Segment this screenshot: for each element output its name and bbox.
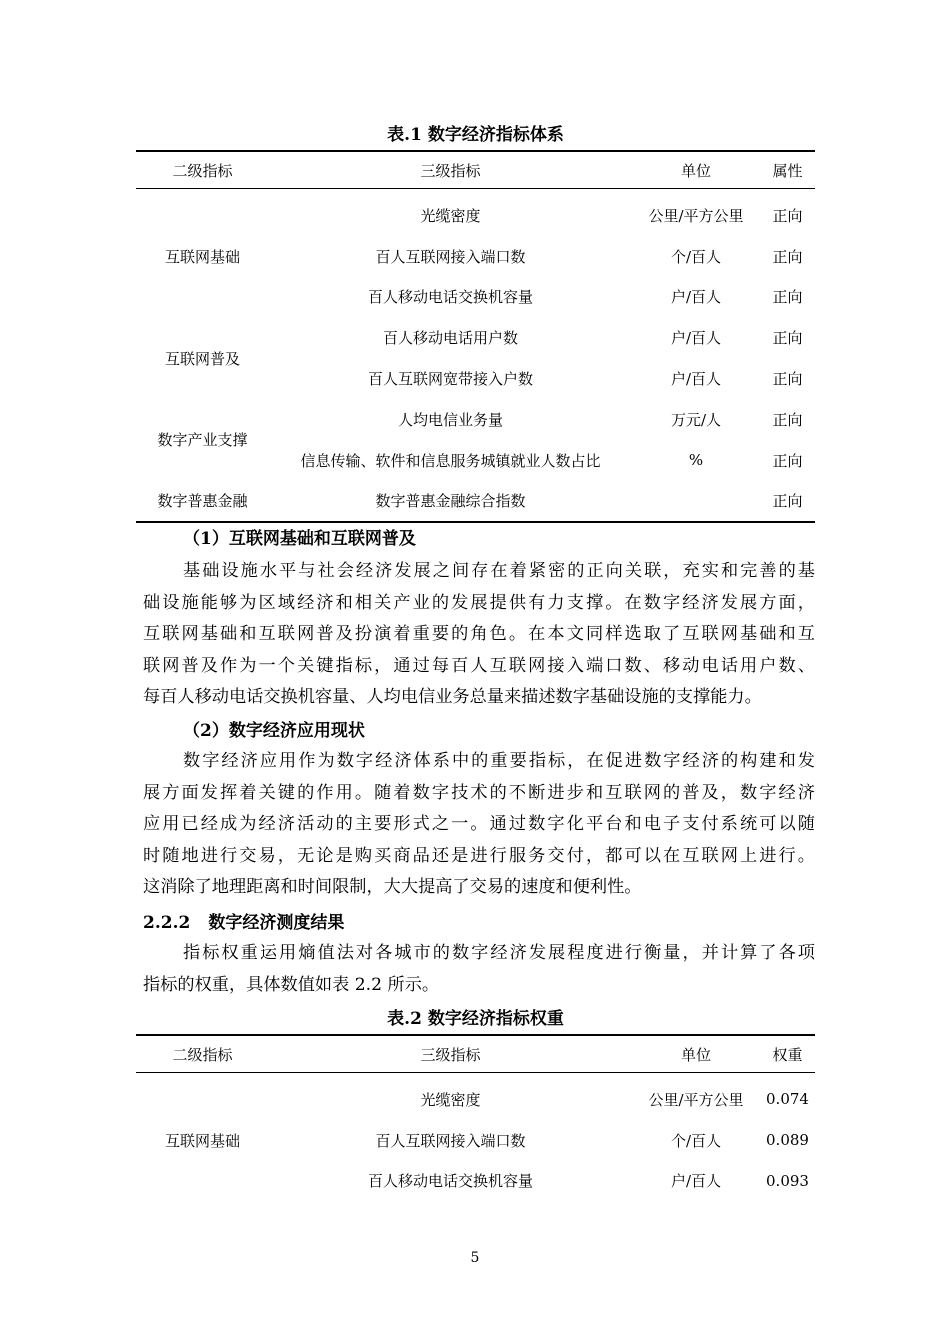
indicator-weight: 0.089	[766, 1131, 809, 1150]
indicator-attribute: 正向	[772, 247, 803, 266]
indicator-attribute: 正向	[772, 451, 803, 470]
paragraph-line: 时随地进行交易，无论是购买商品还是进行服务交付，都可以在互联网上进行。	[143, 845, 815, 866]
table1-header-row	[136, 151, 815, 189]
paragraph-line: 每百人移动电话交换机容量、人均电信业务总量来描述数字基础设施的支撑能力。	[143, 687, 762, 707]
table1-caption: 表.1 数字经济指标体系	[387, 125, 564, 145]
subsection-heading-application: （2）数字经济应用现状	[183, 721, 365, 741]
paragraph-line: 这消除了地理距离和时间限制，大大提高了交易的速度和便利性。	[143, 877, 642, 897]
table1	[136, 150, 815, 523]
indicator-name: 百人互联网接入端口数	[375, 1131, 526, 1150]
indicator-attribute: 正向	[772, 410, 803, 429]
table1-header-unit: 单位	[632, 151, 760, 189]
paragraph-line: 展方面发挥着关键的作用。随着数字技术的不断进步和互联网的普及，数字经济	[143, 782, 815, 803]
paragraph-section	[143, 938, 815, 1001]
table2-header-weight: 权重	[760, 1035, 815, 1073]
table1-header-level2: 二级指标	[136, 151, 269, 189]
indicator-unit: 公里/平方公里	[648, 206, 744, 225]
table-row	[136, 317, 815, 358]
section-heading	[143, 912, 344, 934]
table1-header-attribute: 属性	[760, 151, 815, 189]
indicator-attribute: 正向	[772, 206, 803, 225]
indicator-name: 光缆密度	[420, 206, 481, 225]
paragraph-line: 联网普及作为一个关键指标，通过每百人互联网接入端口数、移动电话用户数、	[143, 655, 815, 676]
indicator-unit: 户/百人	[670, 370, 722, 389]
paragraph-application	[143, 746, 815, 904]
indicator-unit: 个/百人	[670, 1131, 722, 1150]
table2-caption: 表.2 数字经济指标权重	[387, 1009, 564, 1029]
indicator-unit: %	[688, 451, 704, 470]
indicator-name: 百人移动电话交换机容量	[367, 1172, 533, 1191]
group-name: 数字产业支撑	[157, 431, 248, 450]
table2-header-level2: 二级指标	[136, 1035, 269, 1073]
indicator-unit: 万元/人	[670, 410, 722, 429]
group-name: 互联网基础	[164, 247, 240, 266]
paragraph-line: 指标的权重，具体数值如表 2.2 所示。	[143, 974, 440, 995]
paragraph-internet	[143, 556, 815, 714]
indicator-name: 百人互联网接入端口数	[375, 247, 526, 266]
table2	[136, 1034, 815, 1201]
page-number: 5	[470, 1250, 480, 1266]
indicator-name: 人均电信业务量	[397, 410, 503, 429]
group-name: 数字普惠金融	[136, 481, 269, 523]
paragraph-line: 基础设施水平与社会经济发展之间存在着紧密的正向关联，充实和完善的基	[183, 561, 815, 581]
indicator-attribute: 正向	[772, 288, 803, 307]
table2-header-row	[136, 1035, 815, 1073]
indicator-name: 百人移动电话交换机容量	[367, 288, 533, 307]
indicator-attribute: 正向	[760, 481, 815, 523]
indicator-weight: 0.093	[766, 1171, 809, 1190]
indicator-name: 信息传输、软件和信息服务城镇就业人数占比	[300, 451, 601, 470]
group-name: 互联网基础	[164, 1131, 240, 1150]
table-row	[136, 1073, 815, 1120]
table-row	[136, 189, 815, 236]
paragraph-line: 指标权重运用熵值法对各城市的数字经济发展程度进行衡量，并计算了各项	[183, 943, 815, 963]
indicator-unit: 户/百人	[670, 329, 722, 348]
subsection-heading-internet: （1）互联网基础和互联网普及	[183, 529, 416, 549]
indicator-attribute: 正向	[772, 329, 803, 348]
indicator-unit	[632, 481, 760, 523]
indicator-unit: 户/百人	[670, 1172, 722, 1191]
section-title: 数字经济测度结果	[208, 913, 345, 933]
indicator-unit: 公里/平方公里	[648, 1090, 744, 1109]
table-row	[136, 481, 815, 523]
indicator-name: 数字普惠金融综合指数	[269, 481, 632, 523]
indicator-unit: 个/百人	[670, 247, 722, 266]
section-number: 2.2.2	[143, 913, 191, 933]
paragraph-line: 础设施能够为区域经济和相关产业的发展提供有力支撑。在数字经济发展方面，	[143, 592, 815, 613]
paragraph-line: 应用已经成为经济活动的主要形式之一。通过数字化平台和电子支付系统可以随	[143, 814, 815, 834]
indicator-name: 百人移动电话用户数	[382, 329, 518, 348]
table-row	[136, 399, 815, 440]
indicator-unit: 户/百人	[670, 288, 722, 307]
group-name: 互联网普及	[164, 349, 240, 368]
indicator-attribute: 正向	[772, 370, 803, 389]
table2-header-unit: 单位	[632, 1035, 760, 1073]
indicator-name: 百人互联网宽带接入户数	[367, 370, 533, 389]
indicator-name: 光缆密度	[420, 1090, 481, 1109]
indicator-weight: 0.074	[766, 1090, 809, 1109]
table1-header-level3: 三级指标	[269, 151, 632, 189]
paragraph-line: 数字经济应用作为数字经济体系中的重要指标，在促进数字经济的构建和发	[183, 751, 815, 771]
table2-header-level3: 三级指标	[269, 1035, 632, 1073]
paragraph-line: 互联网基础和互联网普及扮演着重要的角色。在本文同样选取了互联网基础和互	[143, 624, 815, 644]
